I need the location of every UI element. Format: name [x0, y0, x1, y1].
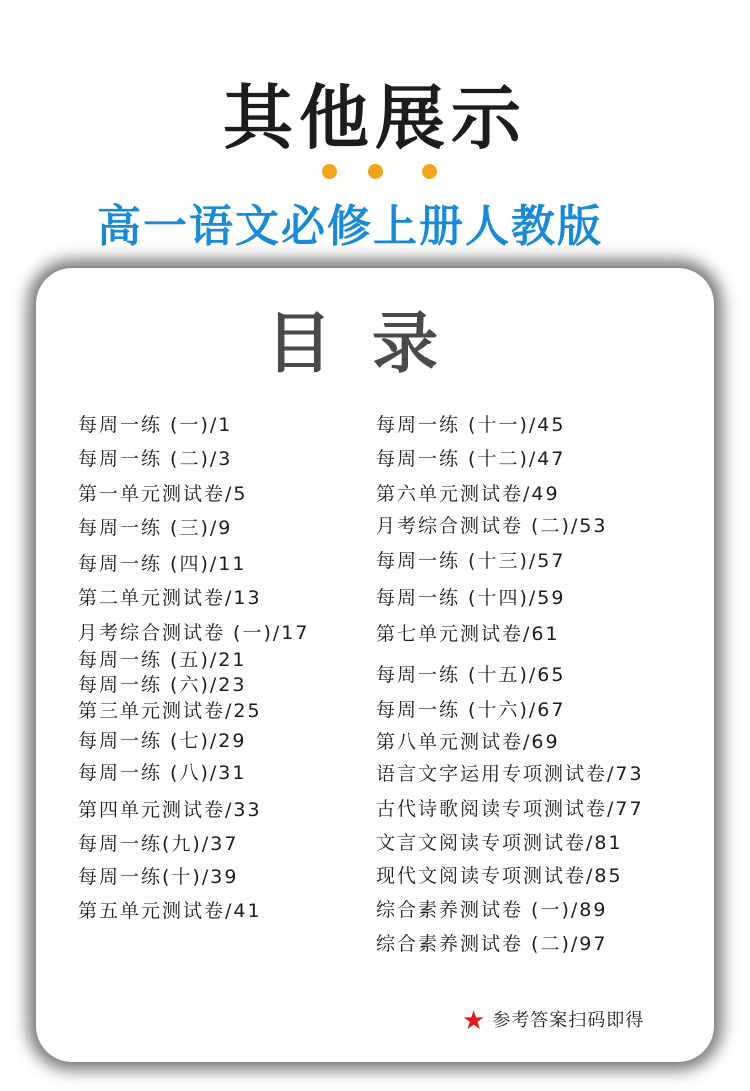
toc-entry: 每周一练(十)/39: [78, 866, 239, 888]
star-icon: ★: [462, 1006, 487, 1036]
dot-icon: [422, 164, 437, 179]
answer-note: [462, 1006, 644, 1036]
toc-entry: 语言文字运用专项测试卷/73: [376, 763, 644, 785]
toc-heading: 目录: [266, 305, 478, 382]
toc-entry: 每周一练 (二)/3: [78, 448, 233, 470]
toc-entry: 每周一练 (七)/29: [78, 730, 247, 752]
toc-entry: 每周一练 (十四)/59: [376, 587, 566, 609]
toc-entry: 第七单元测试卷/61: [376, 623, 560, 645]
dot-icon: [368, 164, 383, 179]
answer-note-text: 参考答案扫码即得: [492, 1010, 645, 1031]
toc-entry: 第六单元测试卷/49: [376, 483, 560, 505]
toc-entry: 第二单元测试卷/13: [78, 587, 262, 609]
toc-entry: 综合素养测试卷 (一)/89: [376, 899, 608, 921]
toc-entry: 每周一练 (六)/23: [78, 674, 247, 696]
decorative-dots: [0, 164, 750, 180]
toc-entry: 第八单元测试卷/69: [376, 731, 560, 753]
toc-entry: 每周一练 (十二)/47: [376, 448, 566, 470]
toc-entry: 现代文阅读专项测试卷/85: [376, 865, 623, 887]
page-title: 其他展示: [223, 77, 527, 159]
toc-entry: 每周一练 (十三)/57: [376, 550, 566, 572]
toc-entry: 第四单元测试卷/33: [78, 799, 262, 821]
toc-entry: 第一单元测试卷/5: [78, 483, 248, 505]
toc-entry: 综合素养测试卷 (二)/97: [376, 933, 608, 955]
toc-entry: 每周一练 (十一)/45: [376, 414, 566, 436]
toc-entry: 每周一练(九)/37: [78, 833, 239, 855]
toc-entry: 月考综合测试卷 (二)/53: [376, 515, 608, 537]
dot-icon: [322, 164, 337, 179]
toc-entry: 古代诗歌阅读专项测试卷/77: [376, 798, 644, 820]
toc-entry: 每周一练 (八)/31: [78, 762, 247, 784]
toc-panel: [36, 268, 714, 1062]
toc-entry: 第五单元测试卷/41: [78, 900, 262, 922]
toc-entry: 月考综合测试卷 (一)/17: [78, 622, 310, 644]
toc-entry: 第三单元测试卷/25: [78, 700, 262, 722]
toc-entry: 每周一练 (五)/21: [78, 649, 247, 671]
toc-entry: 每周一练 (一)/1: [78, 414, 233, 436]
toc-entry: 每周一练 (三)/9: [78, 517, 233, 539]
toc-entry: 每周一练 (十六)/67: [376, 699, 566, 721]
page-subtitle: 高一语文必修上册人教版: [97, 201, 603, 252]
toc-entry: 文言文阅读专项测试卷/81: [376, 832, 623, 854]
toc-entry: 每周一练 (四)/11: [78, 553, 247, 575]
toc-entry: 每周一练 (十五)/65: [376, 664, 566, 686]
